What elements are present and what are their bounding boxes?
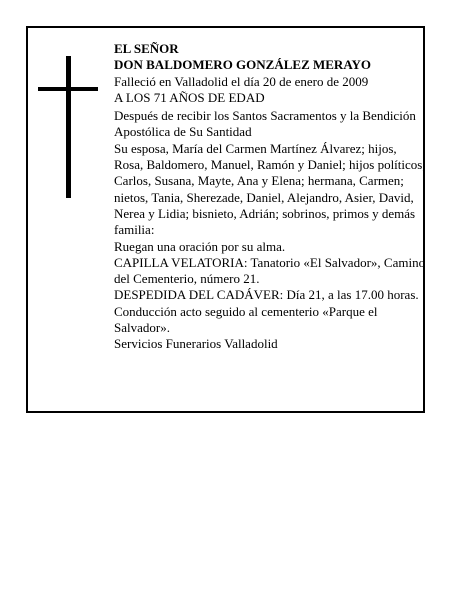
funeral-services: Servicios Funerarios Valladolid [114, 336, 278, 352]
cross-horizontal-bar [38, 87, 98, 91]
cross-vertical-bar [66, 56, 71, 198]
obituary-notice [26, 26, 425, 413]
notice-title: EL SEÑOR [114, 41, 179, 56]
death-details: Falleció en Valladolid el día 20 de enero de 2009 [114, 73, 369, 89]
chapel-info: CAPILLA VELATORIA: Tanatorio «El Salvador», Camino del Cementerio, número 21. [114, 254, 426, 287]
age-at-death: A LOS 71 AÑOS DE EDAD [114, 89, 265, 105]
farewell-info: DESPEDIDA DEL CADÁVER: Día 21, a las 17.00 horas. Conducción acto seguido al cementerio «Parque el Salvador». [114, 287, 419, 336]
family-text: Su esposa, María del Carmen Martínez Álvarez; hijos, Rosa, Baldomero, Manuel, Ramón y Daniel; hijos políticos, Carlos, Susana, Mayte, Ana y Elena; hermana, Carmen; nietos, Tania, Sherezade, Daniel, Alejandro, Asier, David, Nerea y Lidia; bisnieto, Adrián; sobrinos, primos y demás familia: [114, 140, 426, 238]
sacraments-text: Después de recibir los Santos Sacramentos y la Bendición Apostólica de Su Santidad [114, 108, 416, 140]
notice-text [114, 41, 426, 353]
cross-icon [38, 56, 98, 198]
deceased-name: DON BALDOMERO GONZÁLEZ MERAYO [114, 57, 372, 73]
prayer-request: Ruegan una oración por su alma. [114, 238, 286, 254]
